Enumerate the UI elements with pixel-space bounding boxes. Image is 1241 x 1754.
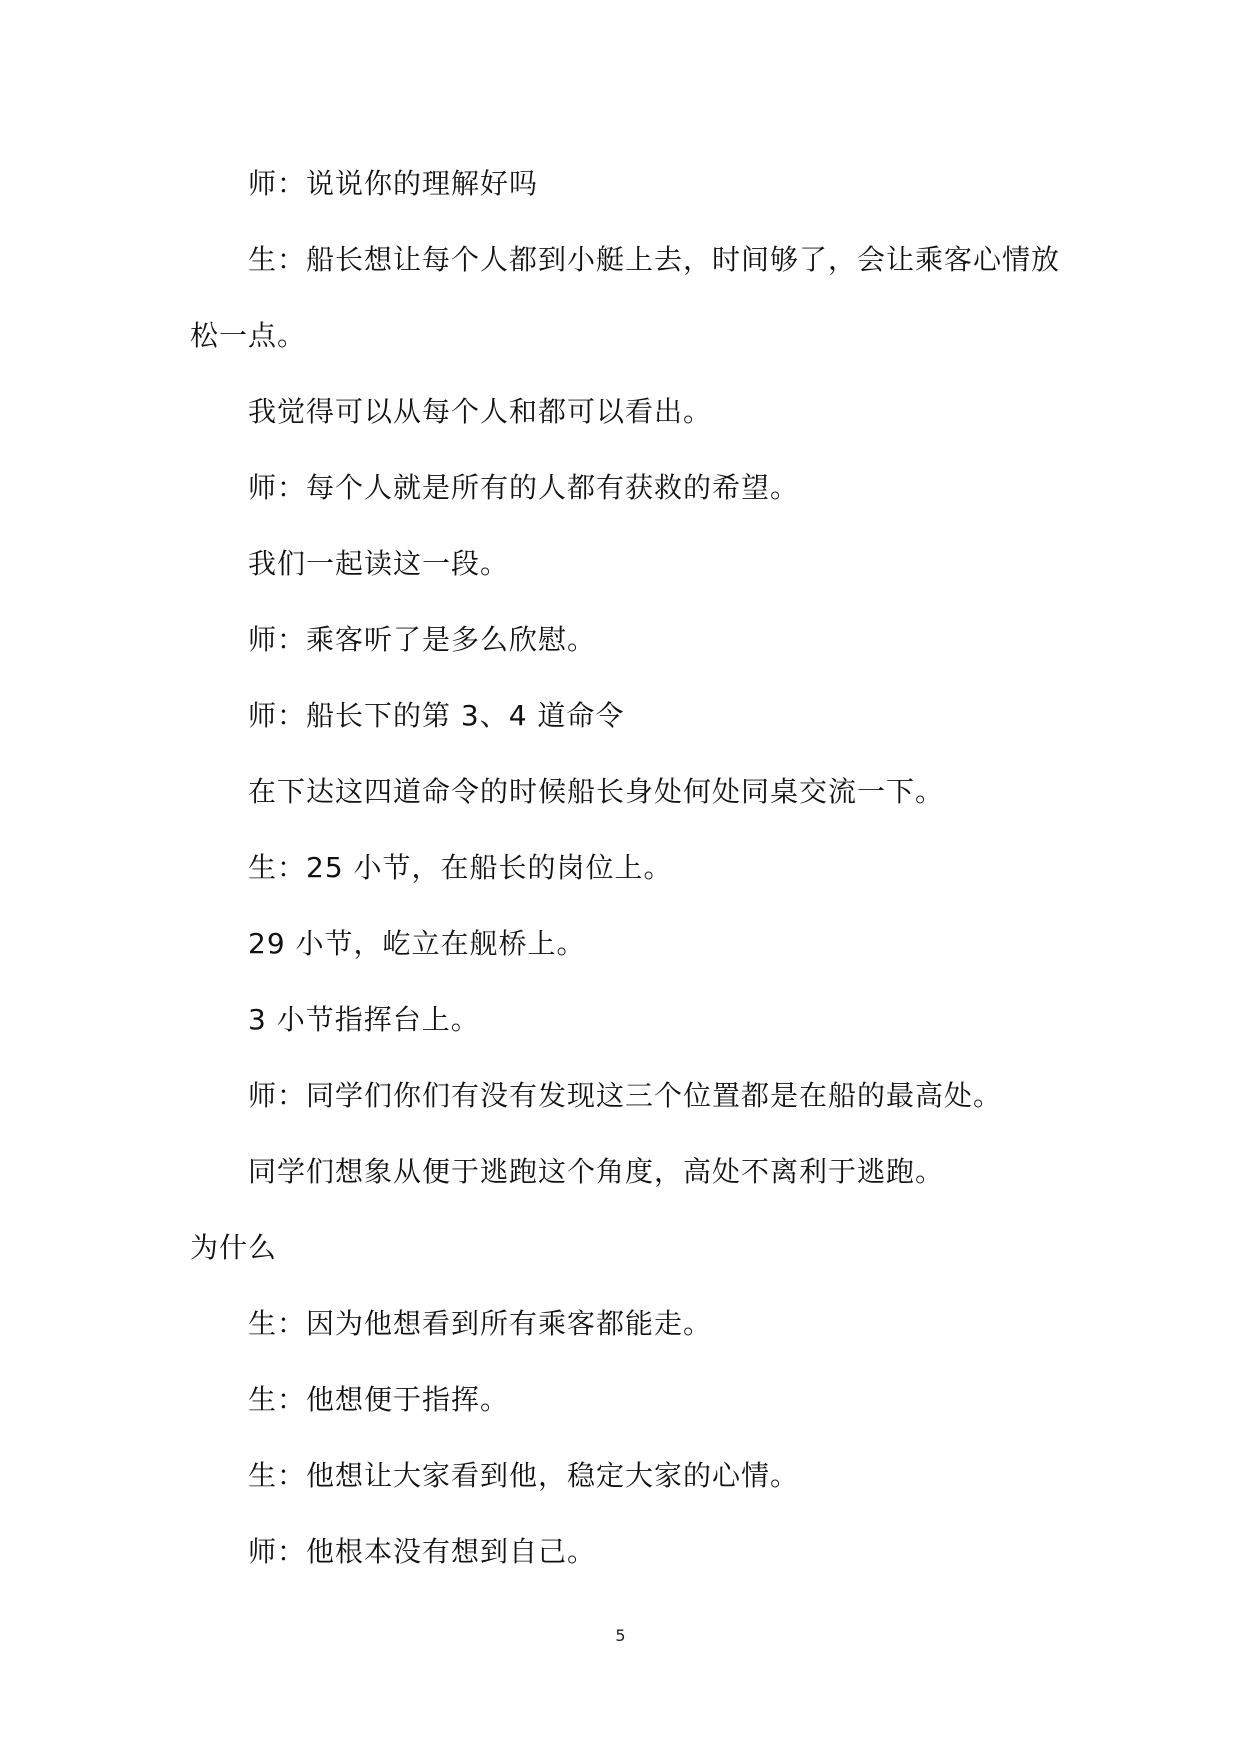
paragraph: 师：乘客听了是多么欣慰。: [248, 623, 597, 656]
paragraph: 生：他想便于指挥。: [248, 1383, 510, 1416]
document-body: [190, 146, 1060, 1590]
paragraph: 为什么: [190, 1231, 278, 1264]
paragraph: 师：说说你的理解好吗: [248, 167, 539, 200]
paragraph: 师：每个人就是所有的人都有获救的希望。: [248, 471, 800, 504]
paragraph: 师：同学们你们有没有发现这三个位置都是在船的最高处。: [248, 1079, 1003, 1112]
page-number: 5: [615, 1626, 626, 1645]
paragraph: 生：船长想让每个人都到小艇上去，时间够了，会让乘客心情放松一点。: [190, 243, 1061, 352]
paragraph: 我觉得可以从每个人和都可以看出。: [248, 395, 713, 428]
paragraph: 29 小节，屹立在舰桥上。: [248, 927, 586, 960]
paragraph: 同学们想象从便于逃跑这个角度，高处不离利于逃跑。: [248, 1155, 945, 1188]
paragraph: 在下达这四道命令的时候船长身处何处同桌交流一下。: [248, 775, 945, 808]
paragraph: 生：25 小节，在船长的岗位上。: [248, 851, 673, 884]
paragraph: 生：因为他想看到所有乘客都能走。: [248, 1307, 713, 1340]
paragraph: 师：他根本没有想到自己。: [248, 1535, 597, 1568]
paragraph: 3 小节指挥台上。: [248, 1003, 480, 1036]
paragraph: 师：船长下的第 3、4 道命令: [248, 699, 625, 732]
paragraph: 我们一起读这一段。: [248, 547, 510, 580]
paragraph: 生：他想让大家看到他，稳定大家的心情。: [248, 1459, 800, 1492]
